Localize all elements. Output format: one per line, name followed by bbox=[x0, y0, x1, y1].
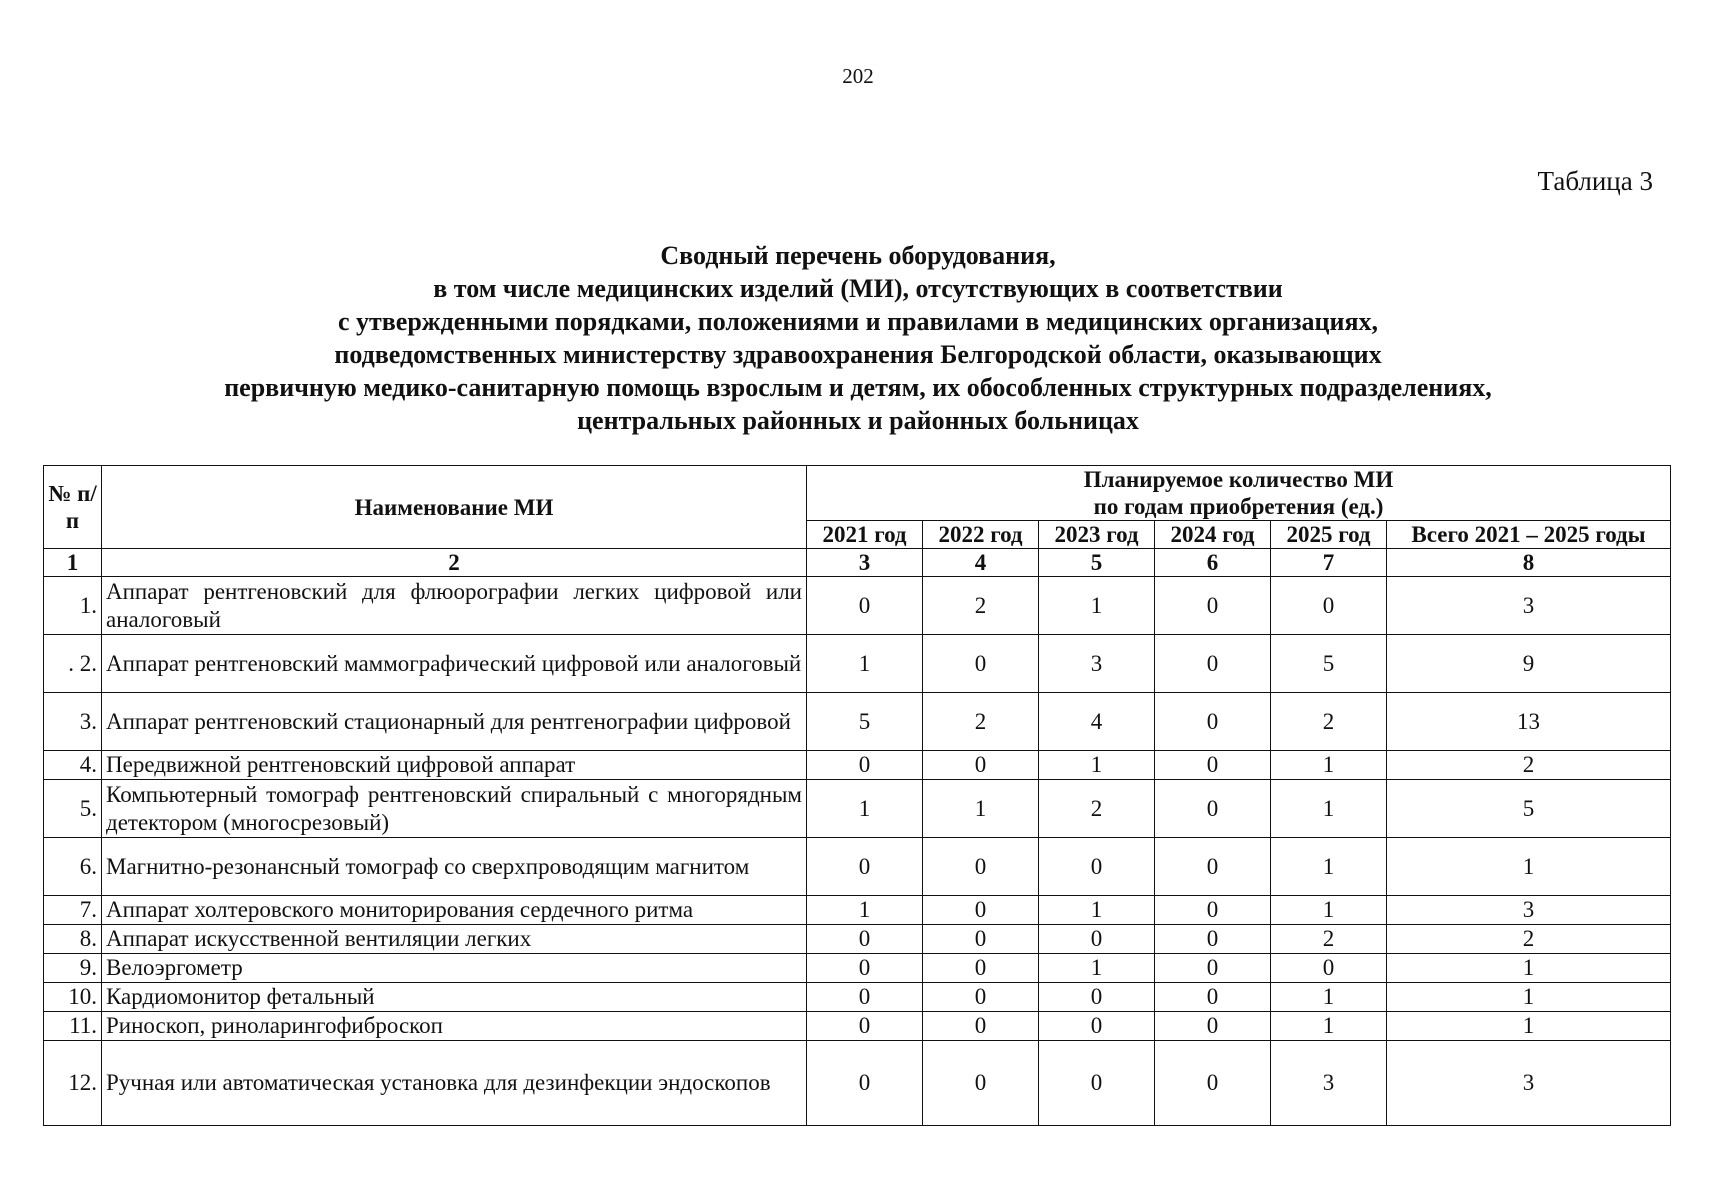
row-total: 5 bbox=[1387, 780, 1671, 838]
equipment-table bbox=[43, 465, 1671, 1126]
row-value: 0 bbox=[807, 751, 923, 780]
row-value: 0 bbox=[1155, 954, 1271, 983]
header-planned-line: Планируемое количество МИ bbox=[1083, 467, 1394, 492]
column-number: 3 bbox=[807, 549, 923, 577]
document-title bbox=[60, 239, 1656, 437]
row-value: 0 bbox=[1155, 1012, 1271, 1041]
row-value: 0 bbox=[1155, 635, 1271, 693]
title-line: подведомственных министерству здравоохранения Белгородской области, оказывающих bbox=[334, 340, 1382, 369]
header-num: № п/п bbox=[44, 466, 102, 549]
header-planned-line: по годам приобретения (ед.) bbox=[1093, 494, 1384, 519]
row-value: 0 bbox=[807, 954, 923, 983]
row-value: 1 bbox=[1271, 896, 1387, 925]
row-name: Передвижной рентгеновский цифровой аппарат bbox=[102, 751, 807, 780]
table-row bbox=[44, 838, 1671, 896]
row-value: 0 bbox=[807, 925, 923, 954]
column-number: 7 bbox=[1271, 549, 1387, 577]
row-value: 0 bbox=[1039, 1012, 1155, 1041]
row-value: 1 bbox=[1039, 896, 1155, 925]
row-name: Аппарат рентгеновский для флюорографии легких цифровой или аналоговый bbox=[102, 577, 807, 635]
row-total: 1 bbox=[1387, 983, 1671, 1012]
row-num: 3. bbox=[44, 693, 102, 751]
row-value: 0 bbox=[1155, 693, 1271, 751]
row-value: 0 bbox=[1271, 577, 1387, 635]
row-num: 8. bbox=[44, 925, 102, 954]
column-number: 4 bbox=[923, 549, 1039, 577]
row-total: 3 bbox=[1387, 577, 1671, 635]
title-line: с утвержденными порядками, положениями и правилами в медицинских организациях, bbox=[337, 307, 1379, 336]
row-name: Аппарат холтеровского мониторирования сердечного ритма bbox=[102, 896, 807, 925]
row-name: Велоэргометр bbox=[102, 954, 807, 983]
title-line: первичную медико-санитарную помощь взрослым и детям, их обособленных структурных подразделениях, bbox=[224, 373, 1492, 402]
row-value: 0 bbox=[807, 1012, 923, 1041]
row-value: 0 bbox=[1155, 1041, 1271, 1126]
row-value: 0 bbox=[1039, 1041, 1155, 1126]
row-value: 0 bbox=[923, 925, 1039, 954]
row-value: 2 bbox=[1271, 925, 1387, 954]
column-number: 8 bbox=[1387, 549, 1671, 577]
row-value: 0 bbox=[807, 577, 923, 635]
table-row bbox=[44, 635, 1671, 693]
row-value: 0 bbox=[1039, 925, 1155, 954]
row-value: 1 bbox=[1039, 751, 1155, 780]
column-number: 5 bbox=[1039, 549, 1155, 577]
header-year: 2021 год bbox=[807, 521, 923, 549]
row-value: 2 bbox=[923, 577, 1039, 635]
row-value: 1 bbox=[1039, 954, 1155, 983]
row-value: 0 bbox=[807, 1041, 923, 1126]
table-row bbox=[44, 983, 1671, 1012]
row-value: 0 bbox=[1271, 954, 1387, 983]
row-value: 1 bbox=[1271, 838, 1387, 896]
table-row bbox=[44, 925, 1671, 954]
row-value: 3 bbox=[1271, 1041, 1387, 1126]
header-total: Всего 2021 – 2025 годы bbox=[1387, 521, 1671, 549]
row-num: 11. bbox=[44, 1012, 102, 1041]
row-name: Магнитно-резонансный томограф со сверхпроводящим магнитом bbox=[102, 838, 807, 896]
row-value: 0 bbox=[923, 983, 1039, 1012]
row-value: 5 bbox=[807, 693, 923, 751]
row-value: 0 bbox=[923, 1012, 1039, 1041]
table-row bbox=[44, 577, 1671, 635]
row-value: 1 bbox=[807, 635, 923, 693]
row-value: 0 bbox=[923, 954, 1039, 983]
page-number: 202 bbox=[842, 64, 874, 88]
row-value: 0 bbox=[807, 983, 923, 1012]
header-planned bbox=[807, 466, 1671, 521]
row-value: 1 bbox=[1271, 983, 1387, 1012]
title-line: Сводный перечень оборудования, bbox=[660, 241, 1056, 270]
row-name: Кардиомонитор фетальный bbox=[102, 983, 807, 1012]
row-name: Аппарат искусственной вентиляции легких bbox=[102, 925, 807, 954]
row-name: Компьютерный томограф рентгеновский спиральный с многорядным детектором (многосрезовый) bbox=[102, 780, 807, 838]
row-value: 0 bbox=[923, 896, 1039, 925]
row-value: 4 bbox=[1039, 693, 1155, 751]
row-value: 0 bbox=[1155, 838, 1271, 896]
row-total: 2 bbox=[1387, 751, 1671, 780]
row-value: 0 bbox=[1155, 983, 1271, 1012]
row-value: 1 bbox=[1271, 1012, 1387, 1041]
table-label: Таблица 3 bbox=[1537, 166, 1653, 196]
column-number: 6 bbox=[1155, 549, 1271, 577]
row-total: 2 bbox=[1387, 925, 1671, 954]
table-row bbox=[44, 693, 1671, 751]
row-value: 0 bbox=[1155, 780, 1271, 838]
row-value: 1 bbox=[1271, 780, 1387, 838]
row-name: Аппарат рентгеновский стационарный для рентгенографии цифровой bbox=[102, 693, 807, 751]
row-value: 0 bbox=[1039, 838, 1155, 896]
table-row bbox=[44, 896, 1671, 925]
table-row bbox=[44, 1041, 1671, 1126]
row-value: 0 bbox=[1155, 896, 1271, 925]
header-year: 2022 год bbox=[923, 521, 1039, 549]
row-value: 0 bbox=[923, 635, 1039, 693]
row-value: 1 bbox=[1039, 577, 1155, 635]
row-value: 0 bbox=[807, 838, 923, 896]
title-line: в том числе медицинских изделий (МИ), отсутствующих в соответствии bbox=[433, 274, 1283, 303]
header-year: 2023 год bbox=[1039, 521, 1155, 549]
row-num: 10. bbox=[44, 983, 102, 1012]
row-name: Аппарат рентгеновский маммографический цифровой или аналоговый bbox=[102, 635, 807, 693]
row-total: 1 bbox=[1387, 1012, 1671, 1041]
row-num: 12. bbox=[44, 1041, 102, 1126]
header-year: 2024 год bbox=[1155, 521, 1271, 549]
row-value: 2 bbox=[1039, 780, 1155, 838]
row-name: Риноскоп, риноларингофиброскоп bbox=[102, 1012, 807, 1041]
row-value: 0 bbox=[923, 838, 1039, 896]
row-total: 9 bbox=[1387, 635, 1671, 693]
row-value: 0 bbox=[1155, 925, 1271, 954]
row-value: 1 bbox=[807, 896, 923, 925]
row-value: 0 bbox=[1039, 983, 1155, 1012]
table-row bbox=[44, 751, 1671, 780]
row-value: 2 bbox=[923, 693, 1039, 751]
row-value: 1 bbox=[807, 780, 923, 838]
row-num: 6. bbox=[44, 838, 102, 896]
row-value: 1 bbox=[1271, 751, 1387, 780]
row-total: 13 bbox=[1387, 693, 1671, 751]
row-num: 9. bbox=[44, 954, 102, 983]
row-value: 3 bbox=[1039, 635, 1155, 693]
row-value: 0 bbox=[1155, 577, 1271, 635]
column-number: 1 bbox=[44, 549, 102, 577]
row-num: 7. bbox=[44, 896, 102, 925]
row-value: 2 bbox=[1271, 693, 1387, 751]
column-number: 2 bbox=[102, 549, 807, 577]
row-name: Ручная или автоматическая установка для дезинфекции эндоскопов bbox=[102, 1041, 807, 1126]
row-num: . 2. bbox=[44, 635, 102, 693]
row-value: 0 bbox=[923, 1041, 1039, 1126]
row-value: 0 bbox=[923, 751, 1039, 780]
row-num: 5. bbox=[44, 780, 102, 838]
title-line: центральных районных и районных больницах bbox=[577, 406, 1139, 435]
row-total: 3 bbox=[1387, 1041, 1671, 1126]
row-value: 1 bbox=[923, 780, 1039, 838]
row-total: 3 bbox=[1387, 896, 1671, 925]
table-row bbox=[44, 954, 1671, 983]
row-value: 0 bbox=[1155, 751, 1271, 780]
row-num: 1. bbox=[44, 577, 102, 635]
row-num: 4. bbox=[44, 751, 102, 780]
header-year: 2025 год bbox=[1271, 521, 1387, 549]
table-row bbox=[44, 780, 1671, 838]
table-row bbox=[44, 1012, 1671, 1041]
row-value: 5 bbox=[1271, 635, 1387, 693]
row-total: 1 bbox=[1387, 838, 1671, 896]
row-total: 1 bbox=[1387, 954, 1671, 983]
header-name: Наименование МИ bbox=[102, 466, 807, 549]
